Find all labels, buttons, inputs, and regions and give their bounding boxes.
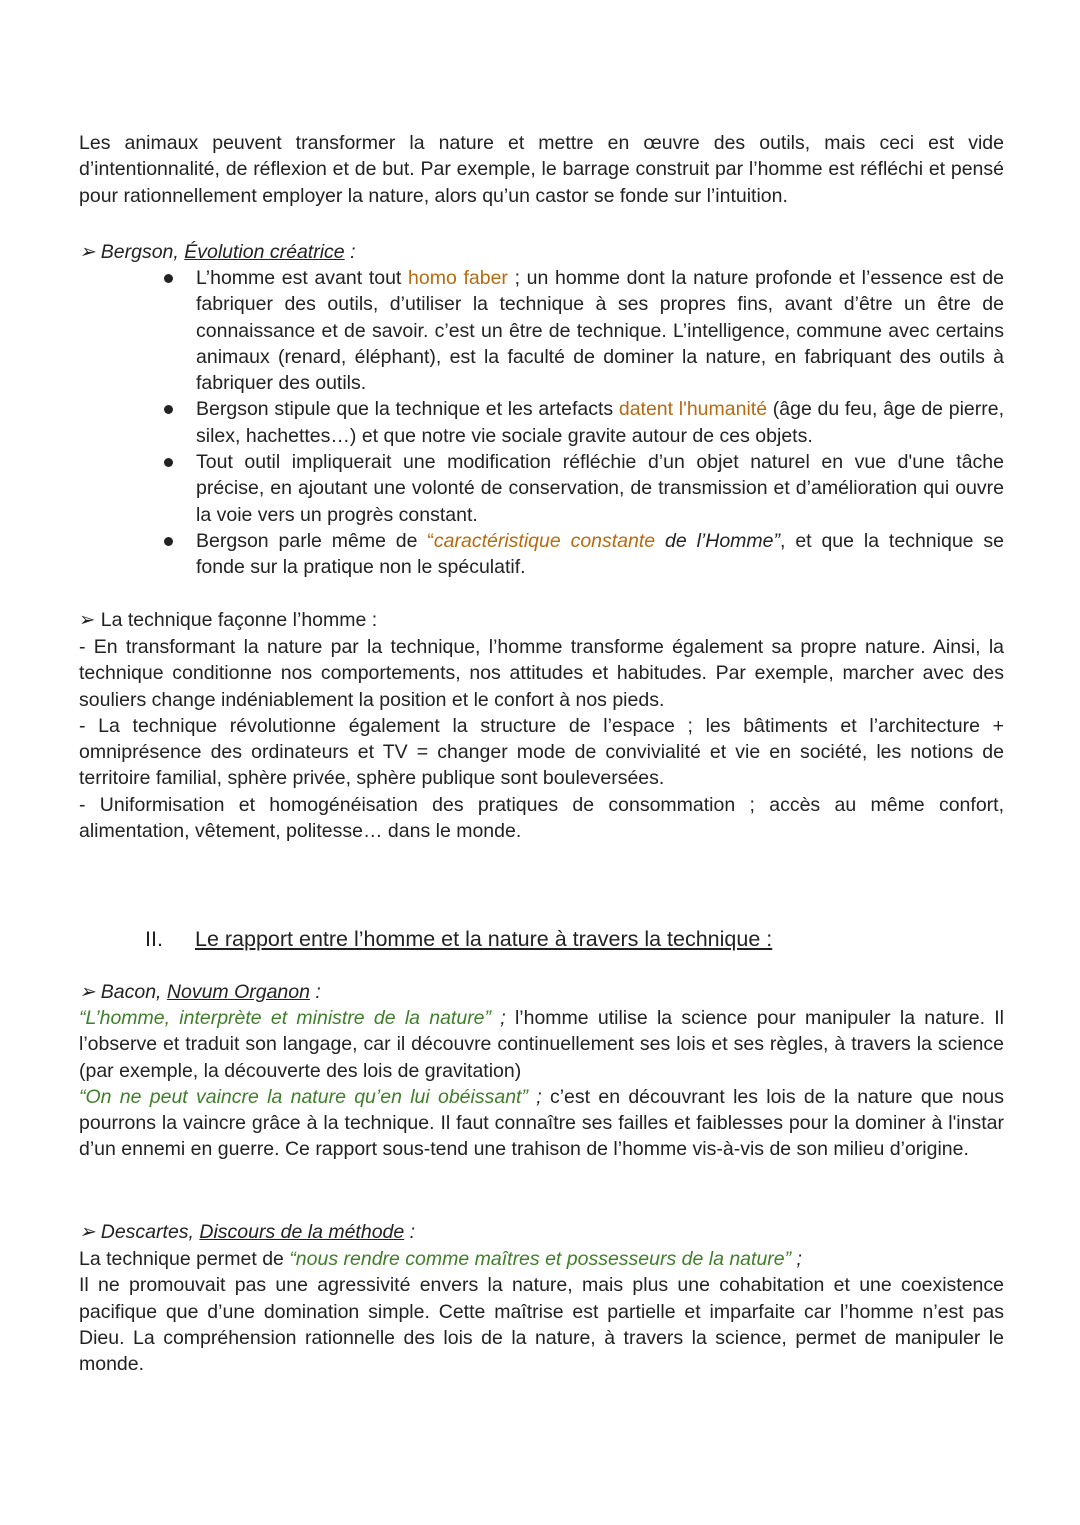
b2-text-b: (âge du feu, âge de pierre, silex, hachettes…) et que notre vie sociale gravite autour de ces objets. (196, 398, 1005, 447)
descartes-heading-prefix: ➢ Descartes, (79, 1221, 200, 1243)
bacon-sep-2: ; (527, 1085, 550, 1108)
b2-text-a: Bergson stipule que la technique et les artefacts (196, 398, 619, 421)
section-2-heading (145, 925, 772, 953)
bacon-heading-suffix: : (309, 981, 321, 1003)
descartes-text-b: ; (791, 1248, 802, 1270)
b4-text-a: Bergson parle même de (196, 529, 428, 552)
bacon-quote-1: “L’homme, interprète et ministre de la nature” (79, 1007, 492, 1029)
descartes-quote: “nous rendre comme maîtres et possesseurs de la nature” (289, 1248, 792, 1270)
b4-text-b: , et que la technique se fonde sur la pratique non le spéculatif. (196, 529, 1004, 579)
bergson-bullet-3 (196, 449, 1004, 528)
b4-quote-rest: de l’Homme” (655, 529, 781, 552)
section-number: II. (145, 927, 163, 951)
b1-text-b: ; un homme dont la nature profonde et l’essence est de fabriquer des outils, d’utiliser la technique à ses propres fins, avant d’être un être de connaissance et de savoir. c’est un être de technique. L’intelligence, commune avec certains animaux (renard, éléphant), est la faculté de dominer la nature, en fabriquant des outils à fabriquer des outils. (196, 267, 1004, 395)
bergson-bullet-2 (196, 396, 1004, 449)
homo-faber-highlight: homo faber (408, 267, 508, 289)
bacon-text-1: l’homme utilise la science pour manipuler la nature. Il l’observe et traduit son langage, car il découvre continuellement ses lois et ses règles, à travers la science (par exemple, la découverte des lois de gravitation) (79, 1007, 1004, 1082)
faconne-body (79, 634, 1004, 844)
bacon-quote-2: “On ne peut vaincre la nature qu’en lui obéissant” (79, 1085, 528, 1108)
datent-humanite-highlight: datent l'humanité (618, 398, 768, 421)
intro-paragraph: Les animaux peuvent transformer la nature et mettre en œuvre des outils, mais ceci est vide d’intentionnalité, de réflexion et de but. Par exemple, le barrage construit par l’homme est réfléchi et pensé pour rationnellement employer la nature, alors qu’un castor se fonde sur l’intuition. (79, 132, 1004, 207)
bacon-work-title: Novum Organon (166, 981, 310, 1003)
bergson-heading-suffix: : (344, 241, 356, 263)
bullet-dot (164, 458, 173, 467)
descartes-paragraph: Il ne promouvait pas une agressivité envers la nature, mais plus une cohabitation et une coexistence pacifique que d’une domination simple. Cette maîtrise est partielle et imparfaite car l’homme n’est pas Dieu. La compréhension rationnelle des lois de la nature, à travers la science, permet de manipuler le monde. (79, 1274, 1004, 1376)
b1-text-a: L’homme est avant tout (196, 267, 409, 289)
bergson-work-title: Évolution créatrice (184, 241, 345, 263)
b3-text: Tout outil impliquerait une modification réfléchie d’un objet naturel en vue d'une tâche précise, en ajoutant une volonté de conservation, de transmission et d’amélioration qui ouvre la voie vers un progrès constant. (196, 451, 1004, 526)
bacon-paragraph-1 (79, 1005, 1004, 1084)
bergson-heading (79, 239, 1004, 265)
faconne-heading: ➢ La technique façonne l’homme : (79, 609, 378, 631)
descartes-text-a: La technique permet de (79, 1248, 290, 1270)
faconne-paragraph-2: - La technique révolutionne également la structure de l’espace ; les bâtiments et l’architecture + omniprésence des ordinateurs et TV = changer mode de convivialité et vie en société, les notions de territoire familial, sphère privée, sphère publique sont bouleversées. (79, 714, 1004, 790)
bacon-text-2: c’est en découvrant les lois de la nature que nous pourrons la vaincre grâce à la technique. Il faut connaître ses failles et faiblesses pour la dominer à l'instar d’un ennemi en guerre. Ce rapport sous-tend une trahison de l’homme vis-à-vis de son milieu d’origine. (79, 1085, 1004, 1161)
descartes-work-title: Discours de la méthode (199, 1221, 405, 1243)
section-title: Le rapport entre l’homme et la nature à travers la technique : (195, 927, 773, 951)
bacon-sep-1: ; (491, 1007, 515, 1029)
faconne-paragraph-1: - En transformant la nature par la technique, l’homme transforme également sa propre nature. Ainsi, la technique conditionne nos comportements, nos attitudes et habitudes. Par exemple, marcher avec des souliers change indéniablement la position et le confort à nos pieds. (79, 636, 1004, 711)
bacon-body (79, 1005, 1004, 1163)
bacon-paragraph-2 (79, 1084, 1004, 1163)
bergson-bullet-list (196, 265, 1004, 581)
bergson-bullet-1 (196, 265, 1004, 396)
descartes-line-1 (79, 1246, 1004, 1272)
descartes-heading (79, 1219, 1004, 1245)
bullet-dot (164, 537, 173, 546)
descartes-heading-suffix: : (404, 1221, 416, 1243)
faconne-paragraph-3: - Uniformisation et homogénéisation des pratiques de consommation ; accès au même confort, alimentation, vêtement, politesse… dans le monde. (79, 793, 1004, 843)
descartes-body (79, 1246, 1004, 1377)
bergson-bullet-4 (196, 528, 1004, 581)
bullet-dot (164, 405, 173, 414)
b4-quote-open: “ (427, 529, 434, 552)
bullet-dot (164, 274, 173, 283)
bacon-heading-prefix: ➢ Bacon, (79, 981, 167, 1003)
caracteristique-highlight: caractéristique constante (433, 529, 656, 552)
bergson-heading-prefix: ➢ Bergson, (79, 241, 185, 263)
bacon-heading (79, 979, 1004, 1005)
